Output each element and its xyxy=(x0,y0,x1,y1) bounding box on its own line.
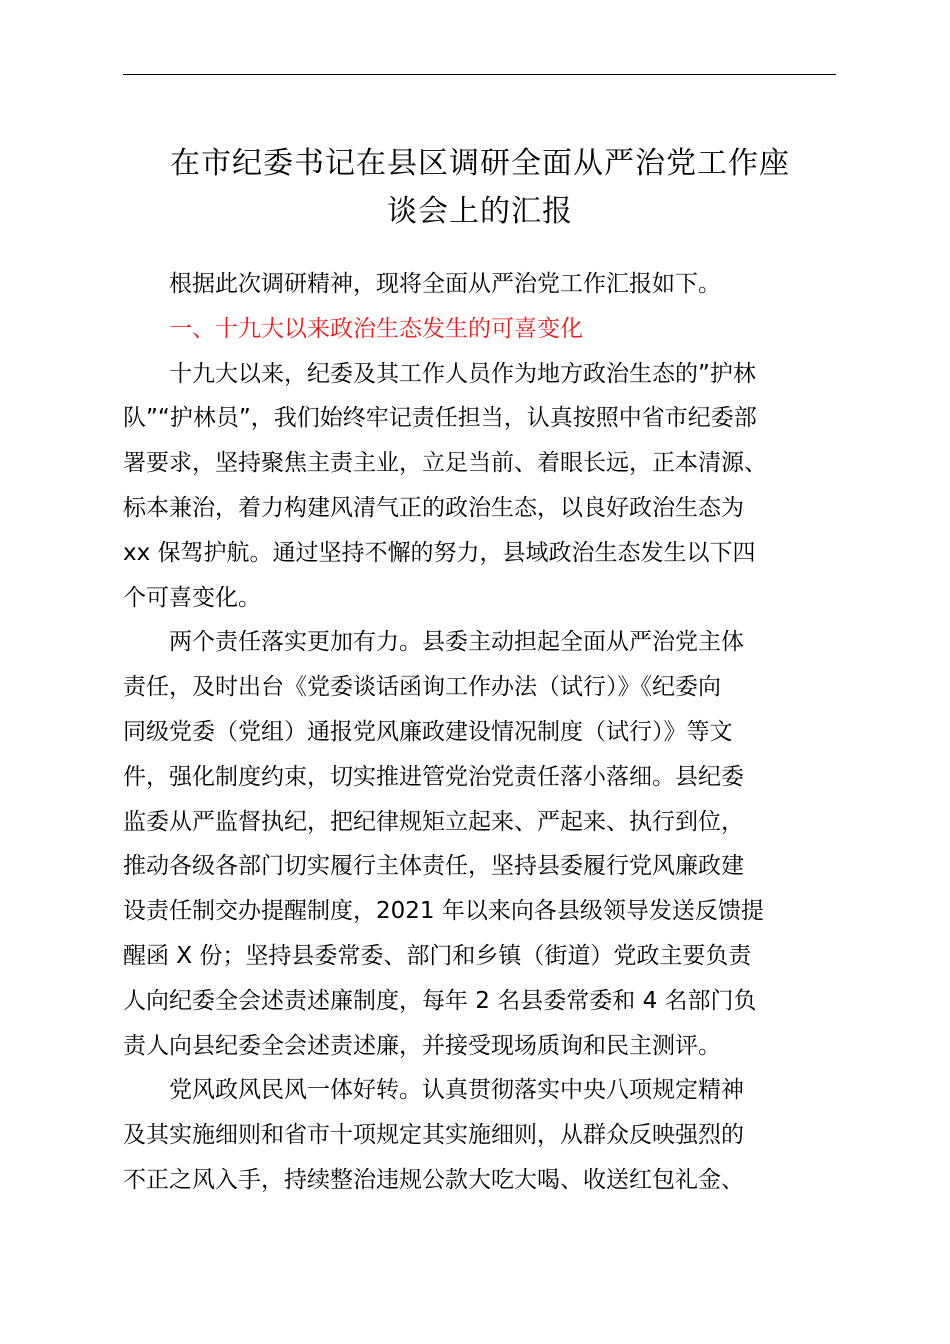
text-line: 十九大以来，纪委及其工作人员作为地方政治生态的”护林 xyxy=(169,360,756,387)
title-line-1: 在市纪委书记在县区调研全面从严治党工作座 xyxy=(170,146,790,181)
text-line: 队”“护林员”，我们始终牢记责任担当，认真按照中省市纪委部 xyxy=(123,405,757,432)
text-line: 醒函 X 份；坚持县委常委、部门和乡镇（街道）党政主要负责 xyxy=(123,942,752,969)
intro-paragraph xyxy=(123,262,836,307)
text-line: 一、十九大以来政治生态发生的可喜变化 xyxy=(169,315,583,342)
text-line: 标本兼治，着力构建风清气正的政治生态，以良好政治生态为 xyxy=(123,494,744,521)
text-line: 个可喜变化。 xyxy=(123,584,261,611)
text-line: 党风政风民风一体好转。认真贯彻落实中央八项规定精神 xyxy=(169,1077,744,1104)
document-body xyxy=(123,262,836,1203)
paragraph-1 xyxy=(123,352,836,621)
paragraph-2 xyxy=(123,620,836,1068)
text-line: 署要求，坚持聚焦主责主业，立足当前、着眼长远，正本清源、 xyxy=(123,450,767,477)
text-line: 责任，及时出台《党委谈话函询工作办法（试行）》《纪委向 xyxy=(123,674,721,701)
section-heading xyxy=(123,307,836,352)
document-title xyxy=(110,140,850,236)
text-line: xx 保驾护航。通过坚持不懈的努力，县域政治生态发生以下四 xyxy=(123,539,756,566)
title-line-2: 谈会上的汇报 xyxy=(387,194,573,229)
header-rule xyxy=(123,74,836,75)
text-line: 根据此次调研精神，现将全面从严治党工作汇报如下。 xyxy=(169,271,721,297)
text-line: 同级党委（党组）通报党风廉政建设情况制度（试行）》等文 xyxy=(123,718,733,745)
text-line: 推动各级各部门切实履行主体责任，坚持县委履行党风廉政建 xyxy=(123,853,744,880)
text-line: 监委从严监督执纪，把纪律规矩立起来、严起来、执行到位， xyxy=(123,808,744,835)
text-line: 不正之风入手，持续整治违规公款大吃大喝、收送红包礼金、 xyxy=(123,1166,744,1193)
text-line: 及其实施细则和省市十项规定其实施细则，从群众反映强烈的 xyxy=(123,1122,744,1149)
text-line: 人向纪委全会述责述廉制度，每年 2 名县委常委和 4 名部门负 xyxy=(123,987,757,1014)
text-line: 设责任制交办提醒制度，2021 年以来向各县级领导发送反馈提 xyxy=(123,898,764,925)
text-line: 件，强化制度约束，切实推进管党治党责任落小落细。县纪委 xyxy=(123,763,744,790)
text-line: 两个责任落实更加有力。县委主动担起全面从严治党主体 xyxy=(169,629,744,656)
text-line: 责人向县纪委全会述责述廉，并接受现场质询和民主测评。 xyxy=(123,1032,721,1059)
paragraph-3 xyxy=(123,1068,836,1202)
